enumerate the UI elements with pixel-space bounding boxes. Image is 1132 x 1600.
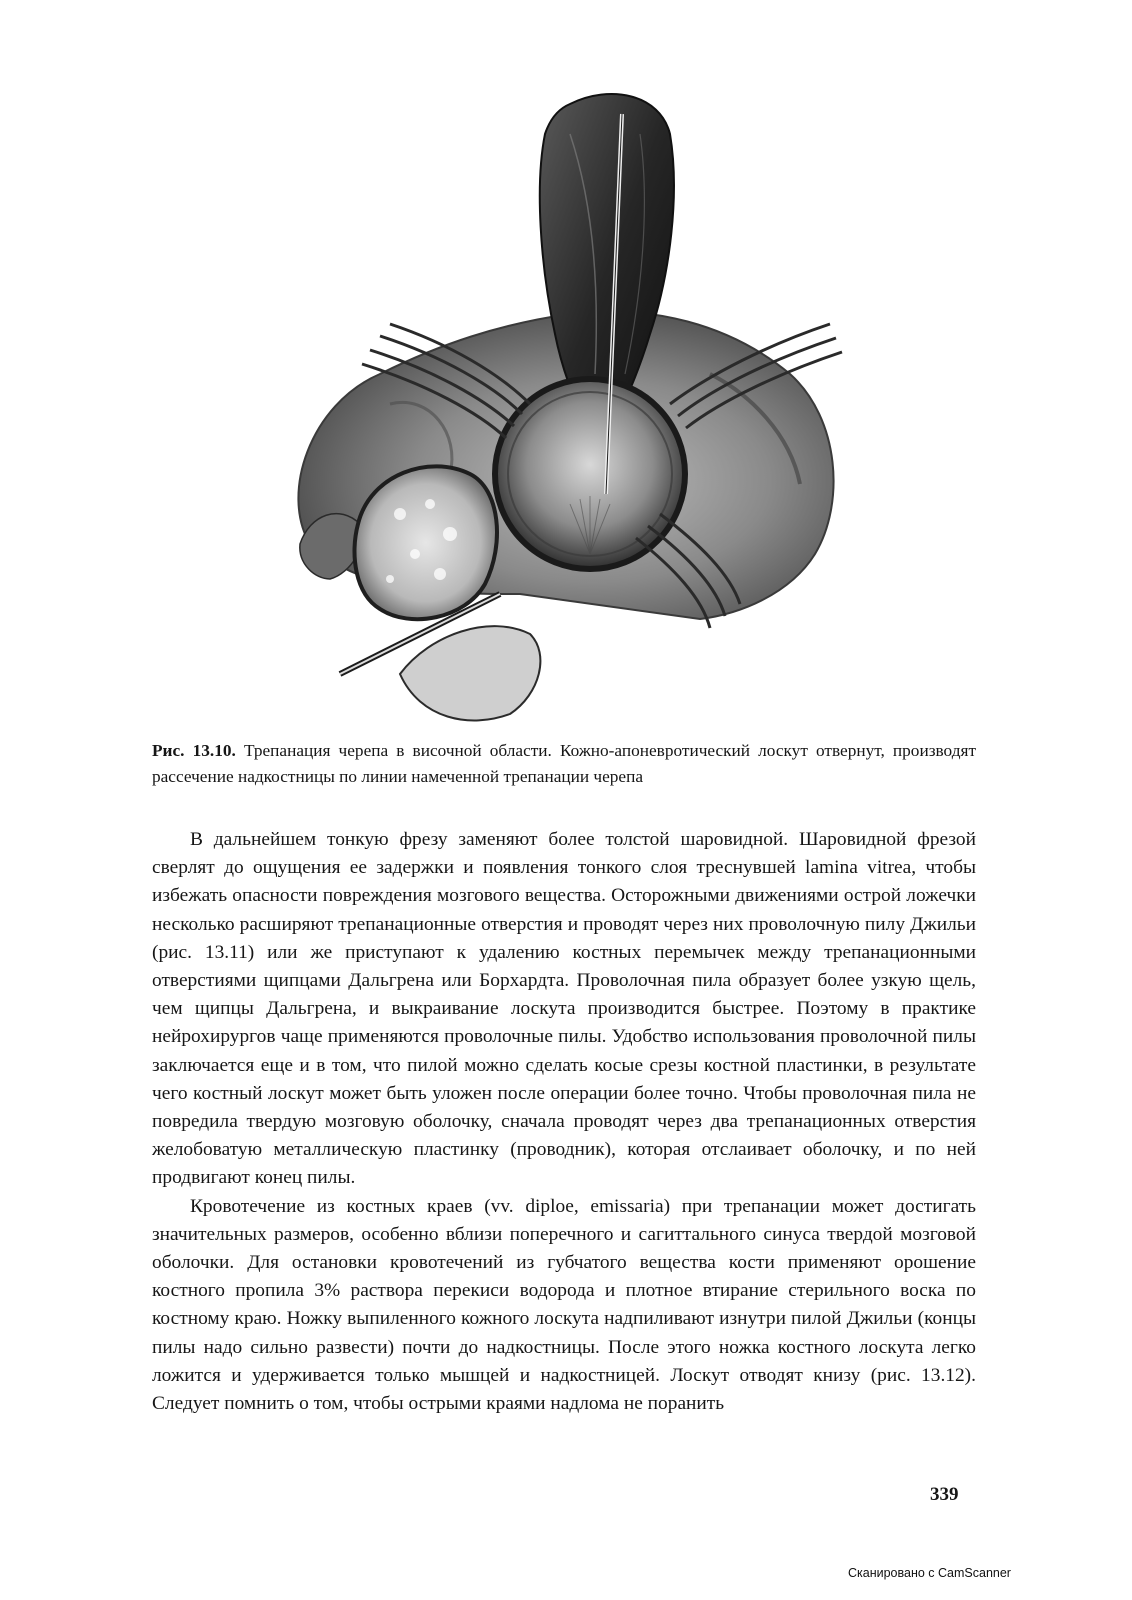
bone-flap <box>354 466 497 619</box>
temporal-muscle-flap <box>400 626 540 720</box>
figure-label: Рис. 13.10. <box>152 741 236 760</box>
paragraph: В дальнейшем тонкую фрезу заменяют более толстой шаровидной. Шаровидной фрезой сверлят до ощущения ее задержки и появления тонкого слоя треснувшей lamina vitrea, чтобы избежать опасности повреждения мозгового вещества. Осторожными движениями острой ложечки несколько расширяют трепанационные отверстия и проводят через них проволочную пилу Джильи (рис. 13.11) или же приступают к удалению костных перемычек между трепанационными отверстиями щипцами Дальгрена или Борхардта. Проволочная пила образует более узкую щель, чем щипцы Дальгрена, и выкраивание лоскута производится быстрее. Поэтому в практике нейрохирургов чаще применяются проволочные пилы. Удобство использования проволочной пилы заключается еще и в том, что пилой можно сделать косые срезы костной пластинки, в результате чего костный лоскут может быть уложен после операции более точно. Чтобы проволочная пила не повредила твердую мозговую оболочку, сначала проводят через два трепанационных отверстия желобоватую металлическую пластинку (проводник), которая отслаивает оболочку, и по ней продвигают конец пилы. <box>152 829 976 1189</box>
main-text <box>152 826 976 1418</box>
surgical-illustration <box>270 74 850 734</box>
scanner-watermark: Сканировано с CamScanner <box>848 1566 1011 1580</box>
figure-caption <box>152 738 976 790</box>
paragraph: Кровотечение из костных краев (vv. diploe, emissaria) при трепанации может достигать значительных размеров, особенно вблизи поперечного и сагиттального синуса твердой мозговой оболочки. Для остановки кровотечений из губчатого вещества кости применяют орошение костного пропила 3% раствора перекиси водорода и плотное втирание стерильного воска по костному краю. Ножку выпиленного кожного лоскута надпиливают изнутри пилой Джильи (концы пилы надо сильно развести) почти до надкостницы. После этого ножка костного лоскута легко ложится и удерживается только мышцей и надкостницей. Лоскут отводят книзу (рис. 13.12). Следует помнить о том, чтобы острыми краями надлома не поранить <box>152 1195 976 1415</box>
page-number: 339 <box>930 1484 959 1505</box>
figure-caption-text: Трепанация черепа в височной области. Кожно-апоневротический лоскут отвернут, производят рассечение надкостницы по линии намеченной трепанации черепа <box>152 741 976 786</box>
